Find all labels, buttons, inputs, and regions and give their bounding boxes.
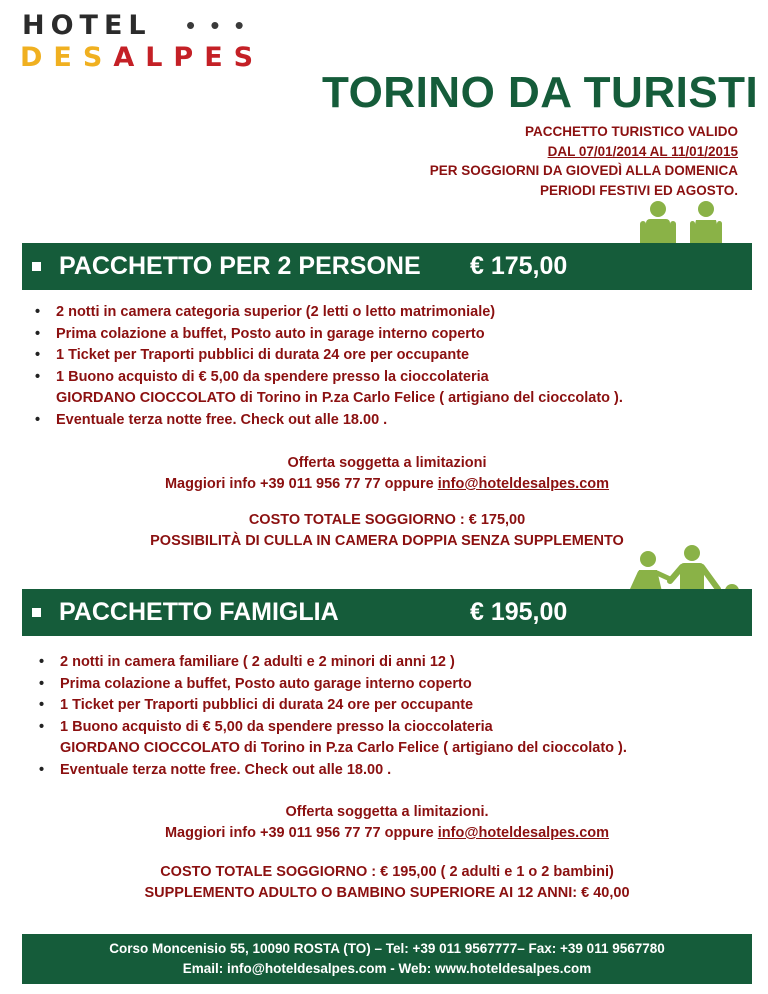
package-family-label: PACCHETTO FAMIGLIA — [59, 598, 339, 626]
validity-line-2: DAL 07/01/2014 AL 11/01/2015 — [547, 143, 738, 159]
bullet-square-icon — [32, 608, 41, 617]
logo-dots: • • • — [186, 10, 248, 40]
package-family-list — [34, 652, 627, 781]
list-item-text: 1 Buono acquisto di € 5,00 da spendere presso la cioccolateria — [60, 718, 493, 735]
package-family-info — [22, 802, 752, 844]
offer-text: Offerta soggetta a limitazioni. — [285, 804, 489, 820]
email-link[interactable]: info@hoteldesalpes.com — [437, 825, 610, 841]
footer-contacts: Email: info@hoteldesalpes.com - Web: www.hoteldesalpes.com — [182, 961, 592, 976]
total-cost-text: COSTO TOTALE SOGGIORNO : € 175,00 — [248, 512, 526, 528]
email-link[interactable]: info@hoteldesalpes.com — [437, 476, 610, 492]
logo-des: DES — [20, 42, 114, 73]
offer-text: Offerta soggetta a limitazioni — [287, 455, 487, 471]
list-item: • Prima colazione a buffet, Posto auto garage interno coperto — [34, 674, 627, 696]
package-couple-band — [22, 243, 752, 290]
list-item: • Eventuale terza notte free. Check out alle 18.00 . — [34, 760, 627, 782]
list-item-continuation: GIORDANO CIOCCOLATO di Torino in P.za Carlo Felice ( artigiano del cioccolato ). — [56, 390, 623, 406]
contact-text: Maggiori info +39 011 956 77 77 oppure — [164, 825, 438, 841]
package-family-band — [22, 589, 752, 636]
bullet-square-icon — [32, 262, 41, 271]
logo-alpes: ALPES — [113, 42, 265, 73]
package-family-total — [22, 862, 752, 904]
contact-text: Maggiori info +39 011 956 77 77 oppure — [164, 476, 438, 492]
package-family-price: € 195,00 — [470, 598, 568, 626]
list-item: • 1 Ticket per Traporti pubblici di durata 24 ore per occupante — [30, 345, 623, 367]
logo-desalpes-text — [20, 42, 264, 73]
list-item: • Prima colazione a buffet, Posto auto in garage interno coperto — [30, 324, 623, 346]
package-couple-list — [30, 302, 623, 431]
total-cost-text: COSTO TOTALE SOGGIORNO : € 195,00 ( 2 adulti e 1 o 2 bambini) — [160, 864, 614, 880]
logo-hotel-text: HOTEL — [22, 10, 152, 41]
package-couple-info — [22, 453, 752, 495]
validity-line-4: PERIODI FESTIVI ED AGOSTO. — [539, 182, 738, 198]
list-item — [30, 367, 623, 410]
validity-block — [430, 122, 738, 200]
list-item: • Eventuale terza notte free. Check out alle 18.00 . — [30, 410, 623, 432]
crib-note-text: POSSIBILITÀ DI CULLA IN CAMERA DOPPIA SENZA SUPPLEMENTO — [150, 533, 624, 549]
package-couple-label: PACCHETTO PER 2 PERSONE — [59, 252, 421, 280]
list-item-text: 1 Buono acquisto di € 5,00 da spendere presso la cioccolateria — [56, 368, 489, 385]
package-couple-price: € 175,00 — [470, 252, 568, 280]
footer — [22, 934, 752, 984]
list-item: • 2 notti in camera familiare ( 2 adulti e 2 minori di anni 12 ) — [34, 652, 627, 674]
list-item: • 1 Ticket per Traporti pubblici di durata 24 ore per occupante — [34, 695, 627, 717]
page-title: TORINO DA TURISTI — [322, 68, 759, 117]
validity-line-1: PACCHETTO TURISTICO VALIDO — [524, 124, 738, 139]
contact-line — [22, 823, 752, 844]
contact-line — [22, 474, 752, 495]
validity-line-3: PER SOGGIORNI DA GIOVEDÌ ALLA DOMENICA — [429, 163, 738, 178]
list-item — [34, 717, 627, 760]
list-item: • 2 notti in camera categoria superior (2 letti o letto matrimoniale) — [30, 302, 623, 324]
supplement-note-text: SUPPLEMENTO ADULTO O BAMBINO SUPERIORE AI 12 ANNI: € 40,00 — [144, 885, 630, 901]
footer-address: Corso Moncenisio 55, 10090 ROSTA (TO) – Tel: +39 011 9567777– Fax: +39 011 9567780 — [109, 941, 665, 956]
list-item-continuation: GIORDANO CIOCCOLATO di Torino in P.za Carlo Felice ( artigiano del cioccolato ). — [60, 740, 627, 756]
